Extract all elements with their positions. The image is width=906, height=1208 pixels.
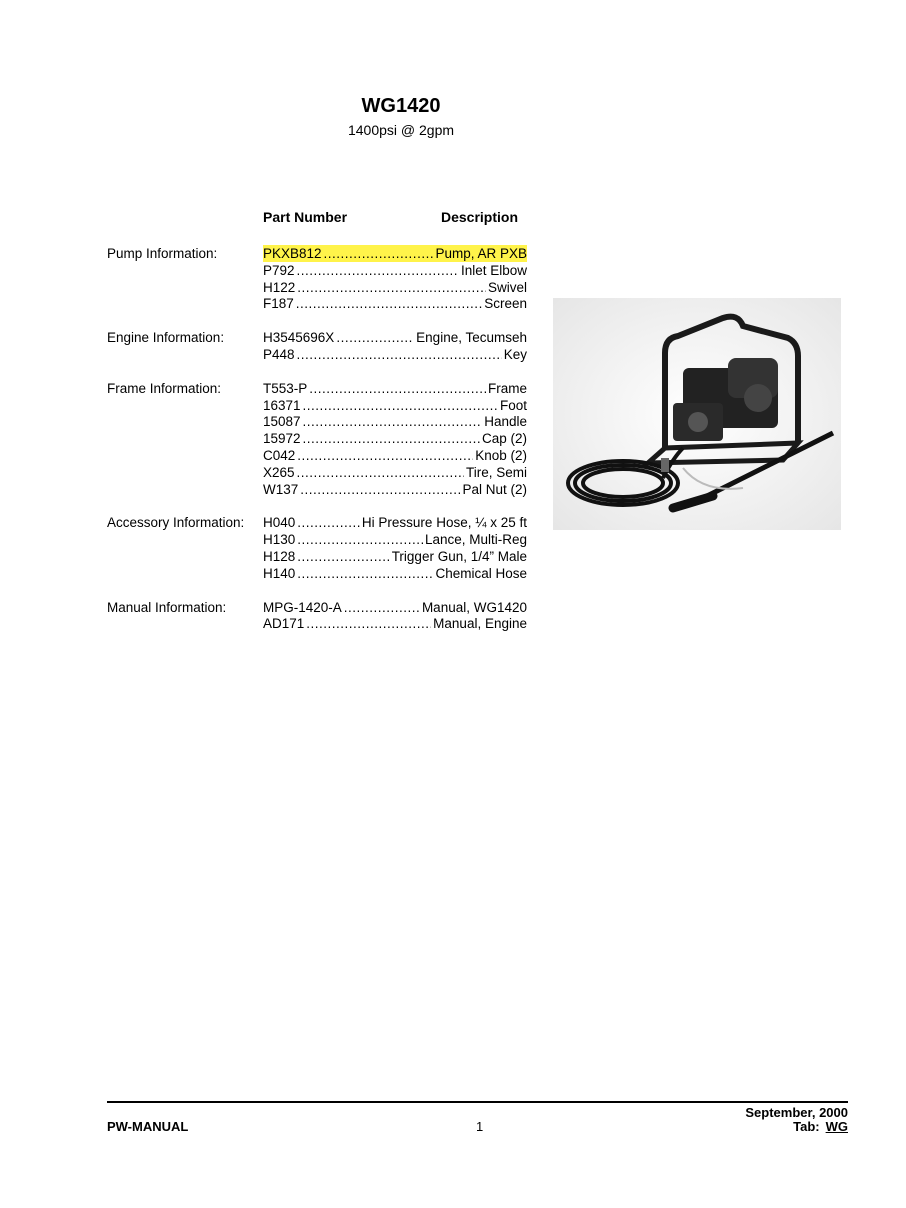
part-number: F187 — [263, 296, 294, 312]
part-description: Swivel — [487, 279, 527, 295]
part-number: P792 — [263, 262, 295, 278]
footer-tab-value: WG — [825, 1119, 848, 1134]
part-number: AD171 — [263, 616, 305, 632]
footer-tab-label: Tab: — [793, 1119, 820, 1134]
part-description: Pump, AR PXB — [435, 246, 527, 261]
part-number: C042 — [263, 448, 296, 463]
leader-dots — [297, 514, 360, 531]
part-description: Tire, Semi — [465, 464, 527, 480]
part-number: 15972 — [263, 431, 301, 447]
part-row — [263, 447, 527, 464]
part-row — [263, 615, 527, 632]
part-row — [263, 346, 527, 363]
part-row — [263, 481, 527, 498]
page-subtitle: 1400psi @ 2gpm — [347, 122, 455, 138]
page-title: WG1420 — [361, 95, 441, 117]
part-number: 16371 — [263, 397, 301, 413]
part-row — [263, 413, 527, 430]
part-number: H140 — [263, 565, 296, 581]
part-description: Chemical Hose — [435, 565, 527, 581]
leader-dots — [297, 565, 433, 582]
part-description: Lance, Multi-Reg — [424, 532, 527, 548]
part-row — [263, 397, 527, 414]
part-row — [263, 295, 527, 312]
leader-dots — [300, 481, 460, 498]
section-label: Frame Information: — [107, 380, 222, 396]
part-number: MPG-1420-A — [263, 599, 342, 615]
part-description: Screen — [484, 296, 527, 312]
part-description: Handle — [484, 414, 527, 430]
leader-dots — [296, 295, 482, 312]
leader-dots — [297, 548, 389, 565]
leader-dots — [306, 615, 431, 632]
section-label: Accessory Information: — [107, 515, 245, 531]
leader-dots — [297, 531, 423, 548]
part-description: Engine, Tecumseh — [416, 330, 527, 346]
leader-dots — [297, 279, 486, 296]
section-label: Pump Information: — [107, 246, 218, 261]
part-description: Frame — [487, 380, 527, 396]
part-number: H3545696X — [263, 330, 335, 346]
part-description: Trigger Gun, 1/4” Male — [391, 549, 527, 564]
part-row — [263, 430, 527, 447]
leader-dots — [309, 380, 486, 397]
leader-dots — [344, 599, 420, 616]
leader-dots — [297, 346, 502, 363]
part-row — [263, 514, 527, 531]
footer-page-number: 1 — [476, 1119, 484, 1134]
part-row — [263, 380, 527, 397]
part-row — [263, 565, 527, 582]
footer-date: September, 2000 — [745, 1105, 848, 1120]
part-row — [263, 279, 527, 296]
part-number: H128 — [263, 549, 296, 564]
part-number: H130 — [263, 532, 296, 548]
part-description: Inlet Elbow — [460, 262, 527, 278]
part-row — [263, 329, 527, 346]
leader-dots — [297, 464, 464, 481]
part-description: Knob (2) — [475, 448, 527, 463]
leader-dots — [303, 413, 483, 430]
part-row — [263, 245, 527, 262]
part-row — [263, 531, 527, 548]
leader-dots — [297, 262, 459, 279]
part-number: H040 — [263, 515, 296, 531]
leader-dots — [324, 245, 434, 262]
part-number: W137 — [263, 481, 299, 497]
footer-rule — [107, 1101, 848, 1103]
part-description: Key — [503, 347, 527, 362]
pressure-washer-photo — [553, 298, 841, 530]
part-number: X265 — [263, 464, 295, 480]
part-row — [263, 262, 527, 279]
column-header-description: Description — [441, 209, 519, 225]
leader-dots — [297, 447, 473, 464]
part-number: P448 — [263, 347, 295, 362]
part-row — [263, 548, 527, 565]
leader-dots — [303, 397, 498, 414]
leader-dots — [336, 329, 414, 346]
part-number: H122 — [263, 279, 296, 295]
part-description: Manual, WG1420 — [421, 599, 527, 615]
part-description: Hi Pressure Hose, ¼ x 25 ft — [361, 515, 527, 531]
part-description: Pal Nut (2) — [462, 481, 527, 497]
column-header-part-number: Part Number — [263, 209, 348, 225]
part-description: Manual, Engine — [433, 616, 527, 632]
footer-manual-name: PW-MANUAL — [107, 1119, 189, 1134]
part-number: 15087 — [263, 414, 301, 430]
part-row — [263, 464, 527, 481]
section-label: Manual Information: — [107, 599, 227, 615]
part-row — [263, 599, 527, 616]
footer-tab — [793, 1119, 848, 1134]
part-number: PKXB812 — [263, 246, 322, 261]
section-label: Engine Information: — [107, 330, 225, 346]
part-description: Cap (2) — [481, 431, 527, 447]
part-description: Foot — [499, 397, 527, 413]
part-number: T553-P — [263, 380, 308, 396]
leader-dots — [303, 430, 480, 447]
